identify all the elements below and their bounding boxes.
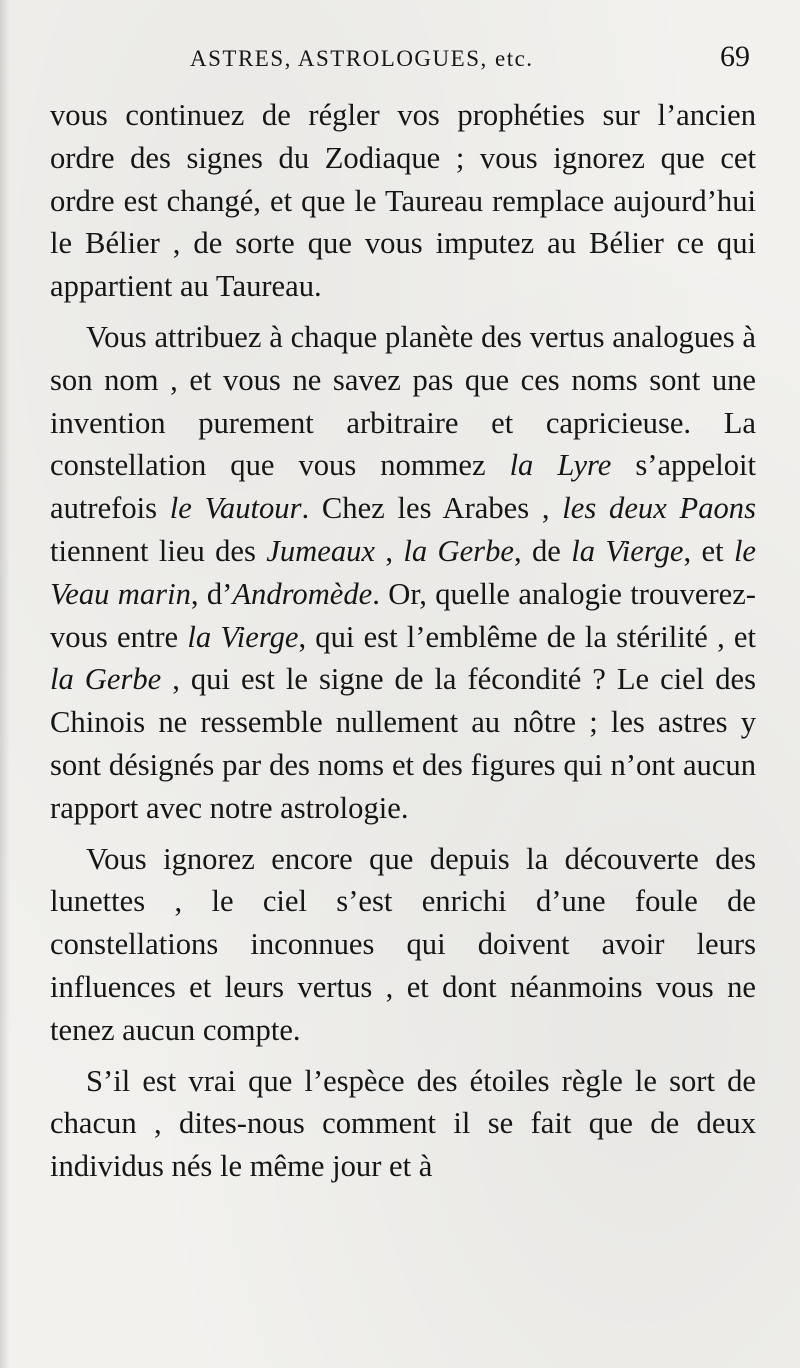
italic-term: Jumeaux <box>266 533 375 568</box>
paragraph-1 <box>50 94 756 308</box>
text-run: , de <box>513 533 572 568</box>
italic-term: les deux Paons <box>562 491 756 526</box>
text-run: Vous attribuez à chaque planète des vertus analogues à son nom , et vous ne savez pas que ces noms sont une invention purement arbitraire et capricieuse. La constellation que vous nommez <box>50 319 756 483</box>
text-run: , qui est le signe de la fécondité ? Le ciel des Chinois ne ressemble nullement au nôtre ; les astres y sont désignés par des noms et des figures qui n’ont aucun rapport avec notre astrologie. <box>50 662 756 825</box>
body-text <box>50 94 756 1188</box>
italic-term: le Veau marin <box>50 533 757 611</box>
text-run: Vous ignorez encore que depuis la découverte des lunettes , le ciel s’est enrichi d’une foule de constellations inconnues qui doivent avoir leurs influences et leurs vertus , et dont néanmoins vous ne tenez aucun compte. <box>50 841 756 1047</box>
paragraph-4 <box>50 1060 756 1188</box>
italic-term: la Vierge <box>187 619 299 654</box>
paragraph-2 <box>50 316 756 830</box>
text-run: S’il est vrai que l’espèce des étoiles règle le sort de chacun , dites-nous comment il se fait que de deux individus nés le même jour et à <box>50 1063 756 1184</box>
text-run: , <box>375 533 404 568</box>
italic-term: le Vautour <box>169 491 302 526</box>
text-run: vous continuez de régler vos prophéties sur l’ancien ordre des signes du Zodiaque ; vous ignorez que cet ordre est changé, et que le Taureau remplace aujourd’hui le Bélier , de sorte que vous imputez au Bélier ce qui appartient au Taureau. <box>50 98 756 304</box>
italic-term: la Vierge <box>571 533 684 568</box>
italic-term: la Gerbe <box>403 533 514 568</box>
italic-term: Andromède <box>232 576 373 611</box>
text-run: , d’ <box>190 576 233 611</box>
page-number: 69 <box>720 40 750 73</box>
running-head <box>50 40 756 94</box>
italic-term: la Gerbe <box>50 662 162 697</box>
paragraph-3 <box>50 838 756 1052</box>
italic-term: la Lyre <box>509 448 612 483</box>
text-run: tiennent lieu des <box>50 533 267 568</box>
text-run: , qui est l’emblême de la stérilité , et <box>298 619 756 654</box>
text-run: s’appeloit autrefois <box>50 448 756 526</box>
text-run: . Or, quelle analogie trouverez-vous entre <box>50 576 756 654</box>
page-edge-shadow <box>0 0 10 1368</box>
running-title: ASTRES, ASTROLOGUES, etc. <box>190 46 534 71</box>
text-run: . Chez les Arabes , <box>301 491 563 526</box>
text-run: , et <box>683 533 734 568</box>
